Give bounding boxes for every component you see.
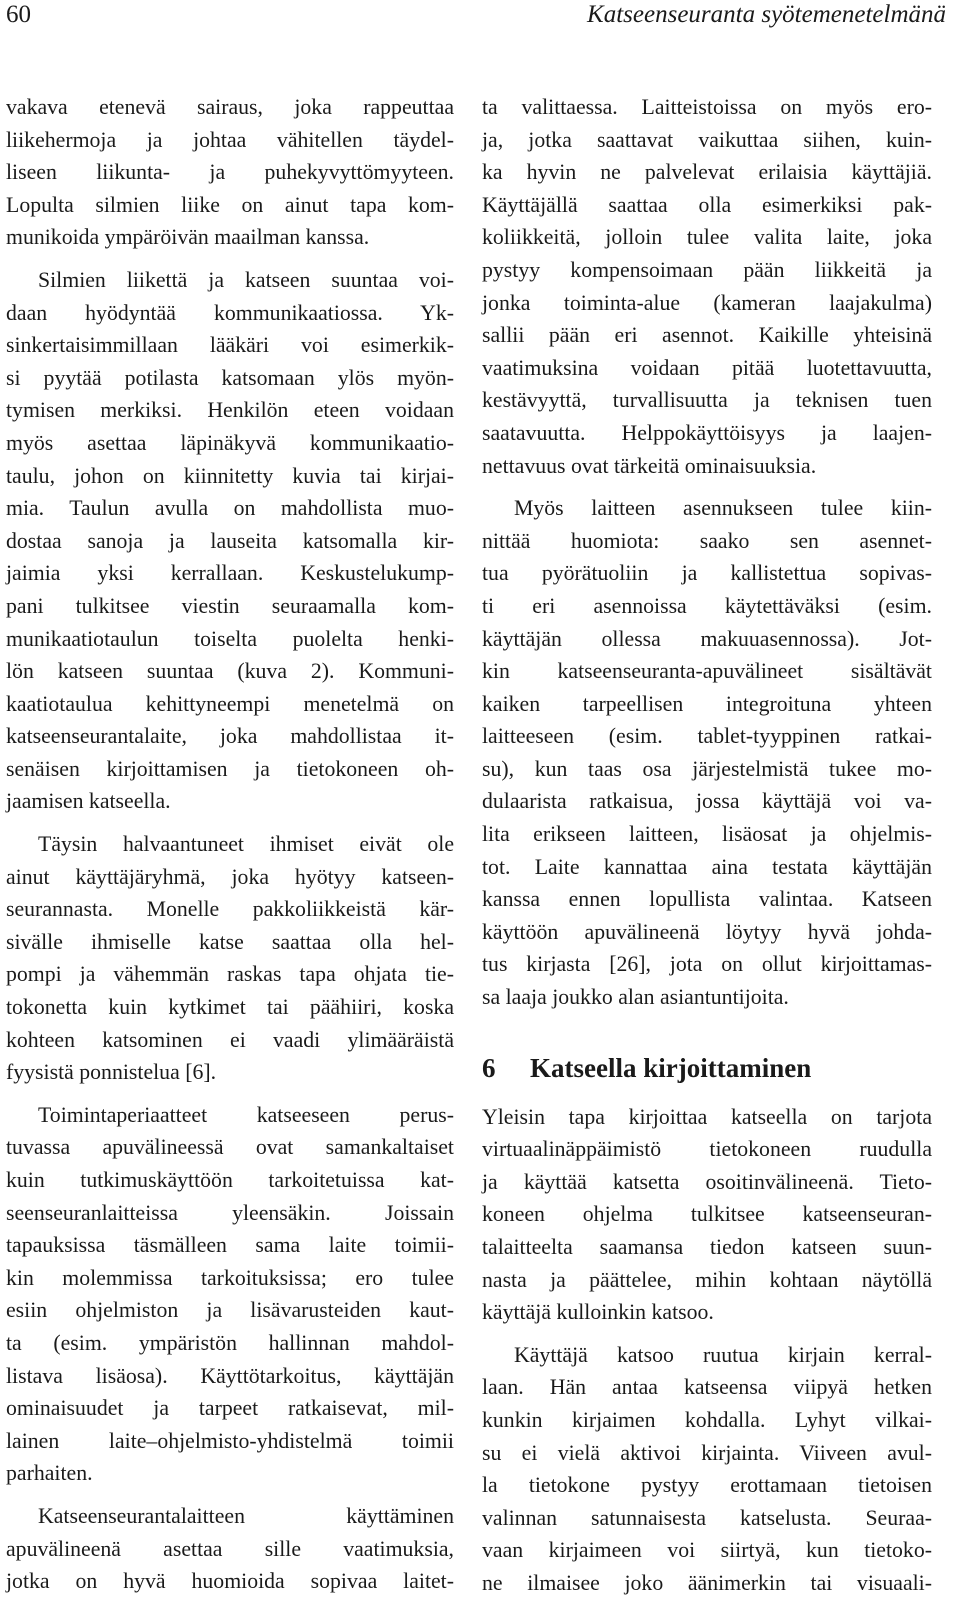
text-line: nittää huomiota: saako sen asennet- [482, 528, 932, 553]
text-line: kunkin kirjaimen kohdalla. Lyhyt vilkai- [482, 1407, 932, 1432]
text-line: virtuaalinäppäimistö tietokoneen ruudulla [482, 1137, 932, 1162]
text-line: lita erikseen laitteen, lisäosat ja ohjelmis- [482, 822, 932, 847]
text-line: valinnan satunnaisesta katselusta. Seuraa- [482, 1505, 932, 1530]
paragraph [482, 1339, 932, 1600]
text-line: Silmien liikettä ja katseen suuntaa voi- [38, 267, 454, 292]
text-line: tot. Laite kannattaa aina testata käyttäjän [482, 854, 932, 879]
text-line: vakava etenevä sairaus, joka rappeuttaa [6, 95, 454, 119]
text-line: tuvassa apuvälineessä ovat samankaltaiset [6, 1135, 454, 1160]
text-line: ta valittaessa. Laitteistoissa on myös ero- [482, 95, 932, 119]
text-line: listava lisäosa). Käyttötarkoitus, käyttäjän [6, 1363, 454, 1388]
text-line: seurannasta. Monelle pakkoliikkeistä kär- [6, 897, 454, 922]
text-line: fyysistä ponnistelua [6]. [6, 1060, 217, 1085]
text-line: talaitteelta saamansa tiedon katseen suun- [482, 1235, 932, 1259]
text-line: pompi ja vähemmän raskas tapa ohjata tie- [6, 962, 454, 987]
text-line: sa laaja joukko alan asiantuntijoita. [482, 985, 789, 1010]
text-line: lainen laite–ohjelmisto-yhdistelmä toimii [6, 1428, 454, 1453]
text-line: Lopulta silmien liike on ainut tapa kom- [6, 192, 454, 217]
text-line: seenseuranlaitteissa yleensäkin. Joissain [6, 1200, 454, 1225]
text-line: tymisen merkiksi. Henkilön eteen voidaan [6, 398, 454, 423]
paragraph [482, 492, 932, 1014]
section-number: 6 [482, 1052, 496, 1083]
text-line: kuin tutkimuskäyttöön tarkoitetuissa kat- [6, 1168, 454, 1192]
paragraph-gap [6, 254, 454, 264]
paragraph [6, 1099, 454, 1490]
text-line: vaatimuksina voidaan pitää luotettavuutta, [482, 355, 932, 380]
text-line: munikoida ympäröivän maailman kanssa. [6, 225, 370, 250]
text-line: kanssa ennen lopullista valintaa. Katseen [482, 887, 932, 912]
text-line: nettavuus ovat tärkeitä ominaisuuksia. [482, 453, 817, 478]
text-line: dostaa sanoja ja lauseita katsomalla kir- [6, 528, 454, 553]
paragraph-gap [482, 1329, 932, 1339]
text-line: tapauksissa täsmälleen sama laite toimii- [6, 1233, 454, 1258]
text-line: Katseenseurantalaitteen käyttäminen [38, 1503, 454, 1528]
text-line: Toimintaperiaatteet katseeseen perus- [38, 1102, 454, 1127]
text-line: ja, jotka saattavat vaikuttaa siihen, kuin- [482, 127, 932, 152]
paragraph-gap [6, 1089, 454, 1099]
text-line: sivälle ihmiselle katse saattaa olla hel- [6, 929, 454, 954]
text-line: liseen liikunta- ja puhekyvyttömyyteen. [6, 160, 454, 185]
text-line: käyttöön apuvälineenä löytyy hyvä johda- [482, 919, 932, 944]
text-line: ti eri asennoissa käytettäväksi (esim. [482, 593, 932, 618]
paragraph [482, 1101, 932, 1329]
text-line: koliikkeitä, jolloin tulee valita laite, joka [482, 225, 932, 250]
text-line: laan. Hän antaa katseensa viipyä hetken [482, 1375, 932, 1400]
text-line: tua pyörätuoliin ja kallistettua sopivas- [482, 561, 932, 586]
text-line: käyttäjä kulloinkin katsoo. [482, 1300, 714, 1325]
text-line: lön katseen suuntaa (kuva 2). Kommuni- [6, 659, 454, 684]
text-line: nasta ja päättelee, mihin kohtaan näytöllä [482, 1267, 932, 1292]
text-line: koneen ohjelma tulkitsee katseenseuran- [482, 1202, 932, 1227]
text-line: senäisen kirjoittamisen ja tietokoneen oh- [6, 756, 454, 781]
text-line: la tietokone pystyy erottamaan tietoisen [482, 1473, 932, 1498]
text-line: Täysin halvaantuneet ihmiset eivät ole [38, 832, 454, 857]
text-line: mia. Taulun avulla on mahdollista muo- [6, 496, 454, 521]
text-line: tus kirjasta [26], jota on ollut kirjoittamas- [482, 952, 932, 977]
text-line: Myös laitteen asennukseen tulee kiin- [514, 496, 932, 521]
text-line: esiin ohjelmiston ja lisävarusteiden kaut- [6, 1298, 454, 1323]
section-heading [482, 1048, 932, 1088]
text-line: su), kun taas osa järjestelmistä tukee mo- [482, 756, 932, 781]
text-line: kin katseenseuranta-apuvälineet sisältävät [482, 659, 932, 684]
text-line: Käyttäjällä saattaa olla esimerkiksi pak- [482, 192, 932, 217]
text-line: ja käyttää katsetta osoitinvälineenä. Tieto- [482, 1169, 932, 1194]
text-line: su ei vielä aktivoi kirjainta. Viiveen avul- [482, 1440, 932, 1465]
paragraph [6, 828, 454, 1089]
text-line: daan hyödyntää kommunikaatiossa. Yk- [6, 300, 454, 325]
right-column [482, 91, 932, 1600]
text-line: sallii pään eri asennot. Kaikille yhteisinä [482, 323, 932, 348]
paragraph [482, 91, 932, 482]
text-line: ta (esim. ympäristön hallinnan mahdol- [6, 1330, 454, 1355]
text-line: jaamisen katseella. [6, 789, 171, 814]
text-line: jonka toiminta-alue (kameran laajakulma) [482, 290, 932, 315]
paragraph [6, 264, 454, 818]
left-column [6, 91, 454, 1598]
text-line: kaatiotaulua kehittyneempi menetelmä on [6, 691, 454, 716]
text-line: katseenseurantalaite, joka mahdollistaa it- [6, 724, 454, 749]
text-line: vaan kirjaimeen voi siirtyä, kun tietoko- [482, 1538, 932, 1563]
text-line: kin molemmissa tarkoituksissa; ero tulee [6, 1265, 454, 1290]
text-line: ominaisuudet ja tarpeet ratkaisevat, mil- [6, 1396, 454, 1421]
page-number: 60 [6, 1, 31, 28]
text-line: Yleisin tapa kirjoittaa katseella on tarjota [482, 1104, 932, 1129]
text-line: apuvälineenä asettaa sille vaatimuksia, [6, 1536, 454, 1561]
text-line: liikehermoja ja johtaa vähitellen täydel- [6, 127, 454, 152]
paragraph [6, 91, 454, 254]
text-line: ne ilmaisee joko äänimerkin tai visuaali- [482, 1570, 932, 1595]
text-line: jaimia yksi kerrallaan. Keskustelukump- [6, 561, 454, 586]
text-line: parhaiten. [6, 1461, 93, 1486]
text-line: taulu, johon on kiinnitetty kuvia tai kirjai- [6, 463, 454, 488]
running-title: Katseenseuranta syötemenetelmänä [587, 1, 946, 28]
text-line: si pyytää potilasta katsomaan ylös myön- [6, 365, 454, 390]
text-line: kestävyyttä, turvallisuutta ja teknisen tuen [482, 388, 932, 413]
text-line: pani tulkitsee viestin seuraamalla kom- [6, 593, 454, 618]
text-line: sinkertaisimmillaan lääkäri voi esimerkik- [6, 333, 454, 358]
text-line: pystyy kompensoimaan pään liikkeitä ja [482, 257, 932, 282]
text-line: kaiken tarpeellisen integroituna yhteen [482, 691, 932, 716]
text-line: jotka on hyvä huomioida sopivaa laitet- [6, 1569, 454, 1594]
paragraph-gap [482, 482, 932, 492]
text-line: munikaatiotaulun toiselta puolelta henki- [6, 626, 454, 651]
text-line: saatavuutta. Helppokäyttöisyys ja laajen- [482, 420, 932, 445]
text-line: Käyttäjä katsoo ruutua kirjain kerral- [514, 1342, 932, 1367]
text-line: tokonetta kuin kytkimet tai päähiiri, koska [6, 995, 454, 1020]
text-line: käyttäjän ollessa makuuasennossa). Jot- [482, 626, 932, 651]
text-line: myös asettaa läpinäkyvä kommunikaatio- [6, 430, 454, 455]
section-title: Katseella kirjoittaminen [530, 1052, 812, 1083]
paragraph [6, 1500, 454, 1598]
text-line: kohteen katsominen ei vaadi ylimääräistä [6, 1027, 454, 1052]
text-line: laitteeseen (esim. tablet-tyyppinen ratkai- [482, 724, 932, 749]
paragraph-gap [6, 1490, 454, 1500]
paragraph-gap [6, 818, 454, 828]
text-line: ka hyvin ne palvelevat erilaisia käyttäjiä. [482, 160, 932, 185]
text-line: ainut käyttäjäryhmä, joka hyötyy katseen- [6, 864, 454, 889]
text-line: dulaarista ratkaisua, jossa käyttäjä voi va- [482, 789, 932, 814]
